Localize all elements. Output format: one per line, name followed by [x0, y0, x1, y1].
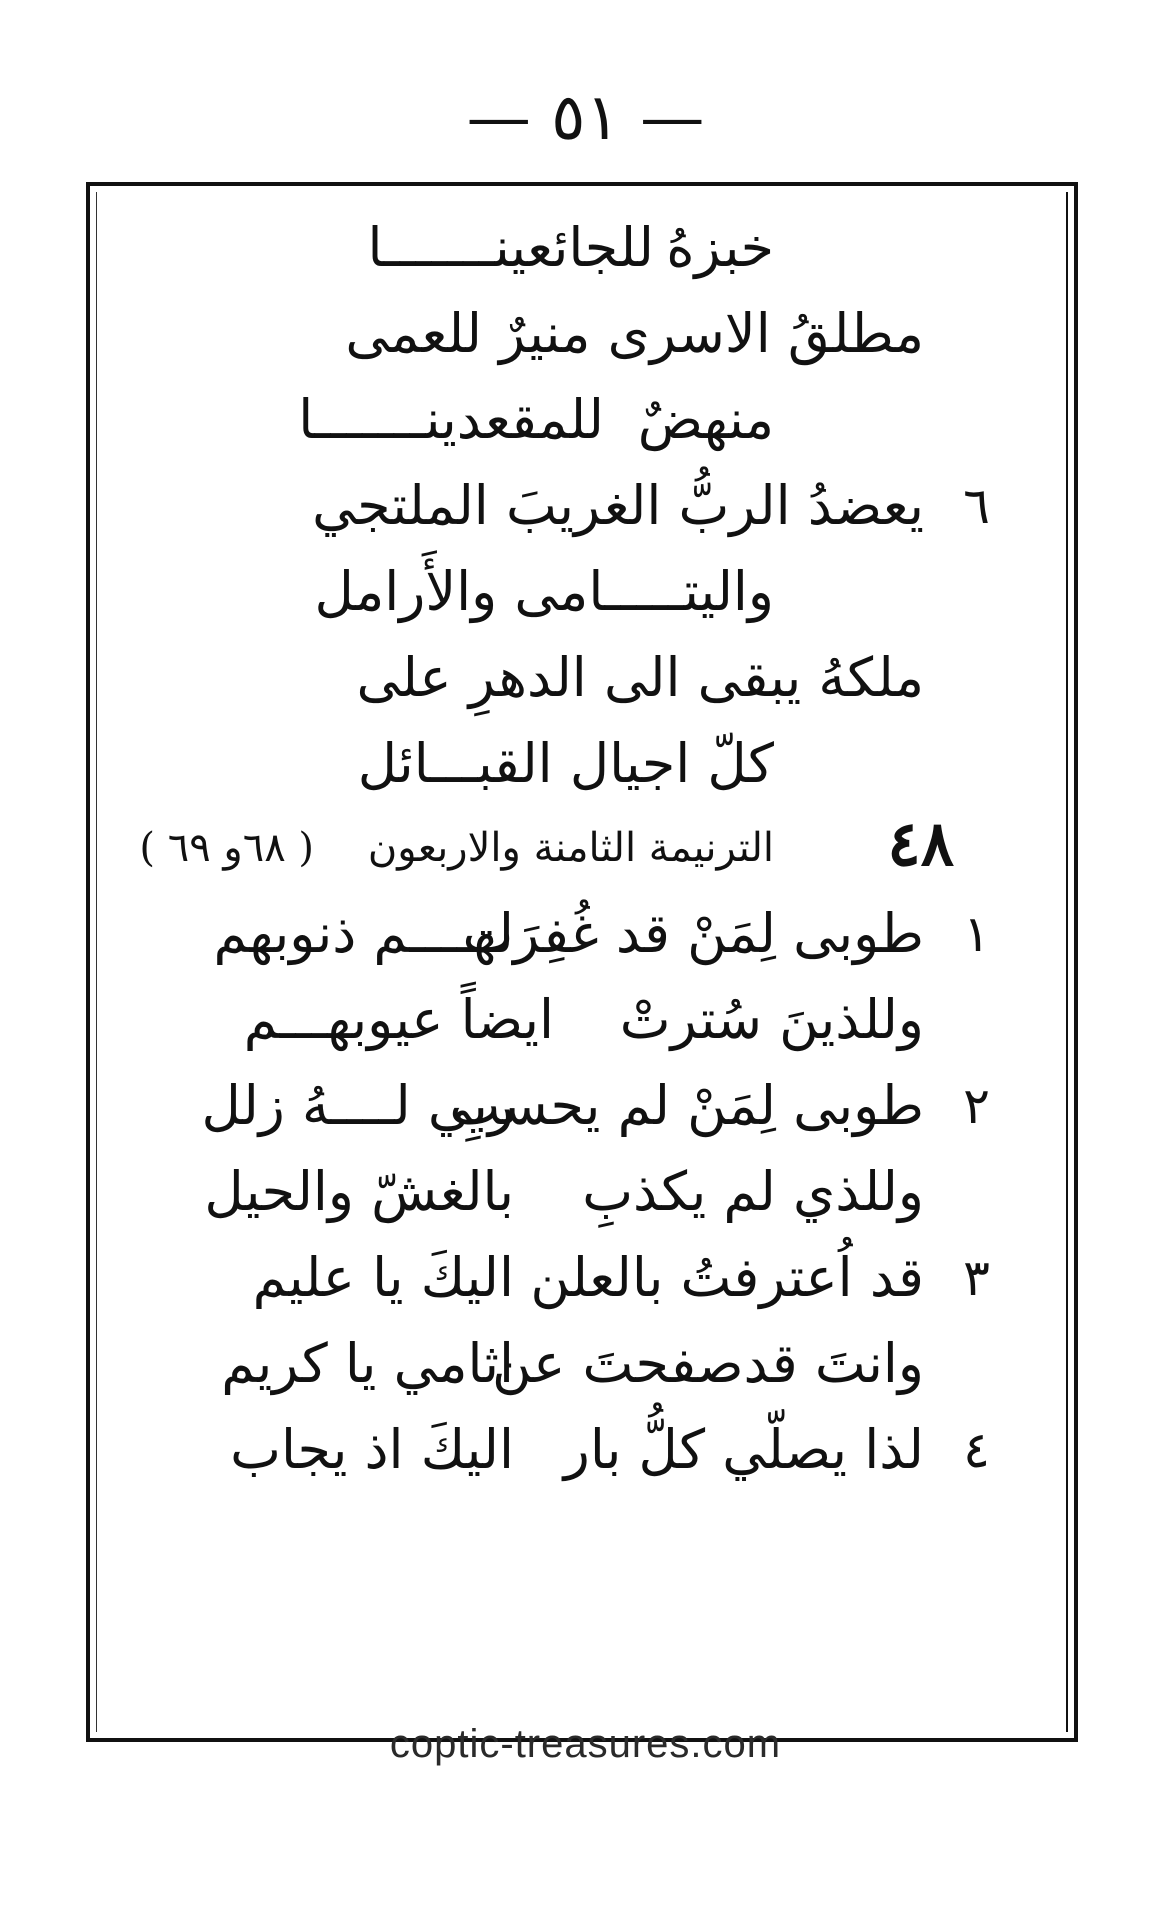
verse-line-right: طوبى لِمَنْ لم يحسبِ: [449, 1074, 924, 1137]
verse-line-right: طوبى لِمَنْ قد غُفِرَت: [462, 902, 924, 965]
hymn-heading: [112, 796, 1074, 892]
verse-line-left: للجائعينـــــــا: [367, 216, 654, 279]
verse-line-right: واليتـــــامى والأَرامل: [314, 560, 774, 623]
hymn-number: ٤٨: [887, 807, 954, 880]
verse-line-right: كلّ اجيال القبـــائل: [357, 732, 774, 795]
verse-line-left: بالغشّ والحيل: [204, 1160, 514, 1223]
page-number: — ٥١ —: [466, 81, 705, 155]
verse-line-right: وللذينَ سُترتْ: [619, 988, 924, 1051]
verse-line-left: لهــــم ذنوبهم: [213, 902, 514, 965]
page-frame: [86, 182, 1078, 1742]
verse-line: [112, 630, 1074, 726]
verse-line: [112, 458, 1074, 554]
verse-line: [112, 1402, 1074, 1498]
verse-line-right: وللذي لم يكذبِ: [582, 1160, 924, 1223]
verse-line-left: اثامي يا كريم: [221, 1332, 514, 1395]
hymn-title: الترنيمة الثامنة والاربعون: [367, 825, 774, 871]
verse-line-left: اليكَ يا عليم: [252, 1246, 514, 1309]
verse-line-right: يعضدُ الربُّ الغريبَ الملتجي: [312, 474, 924, 537]
verse-line-right: لذا يصلّي كلُّ بار: [563, 1418, 924, 1481]
verse-line-right: منهضٌ: [637, 388, 774, 451]
verse-line-left: اليكَ اذ يجاب: [230, 1418, 514, 1481]
psalm-reference: ( ٦٨و ٦٩ ): [139, 825, 314, 871]
verse-line: [112, 886, 1074, 982]
verse-line: [112, 372, 1074, 468]
verse-line-left: ربي لــــهُ زلل: [201, 1074, 514, 1137]
verse-number: ١: [963, 905, 990, 963]
verse-line: [112, 200, 1074, 296]
verse-number: ٤: [963, 1421, 990, 1479]
verse-line: [112, 286, 1074, 382]
verse-number: ٢: [963, 1077, 990, 1135]
verse-number: ٣: [963, 1249, 990, 1307]
verse-line-right: قد اُعترفتُ بالعلن: [530, 1246, 924, 1309]
verse-line: [112, 1144, 1074, 1240]
verse-line: [112, 972, 1074, 1068]
verse-line: [112, 1316, 1074, 1412]
verse-line: [112, 1230, 1074, 1326]
verse-line-left: ايضاً عيوبهـــم: [243, 988, 554, 1051]
verse-line-right: خبزهُ: [666, 216, 774, 279]
verse-number: ٦: [963, 477, 990, 535]
verse-line-right: ملكهُ يبقى الى الدهرِ على: [356, 646, 924, 709]
verse-line-right: وانتَ قدصفحتَ عن: [492, 1332, 924, 1395]
verse-line: [112, 1058, 1074, 1154]
watermark: coptic-treasures.com: [389, 1722, 782, 1766]
verse-line: [112, 544, 1074, 640]
verse-line-right: مطلقُ الاسرى منيرٌ للعمى: [345, 302, 924, 365]
verse-line-left: للمقعدينـــــــا: [298, 388, 604, 451]
